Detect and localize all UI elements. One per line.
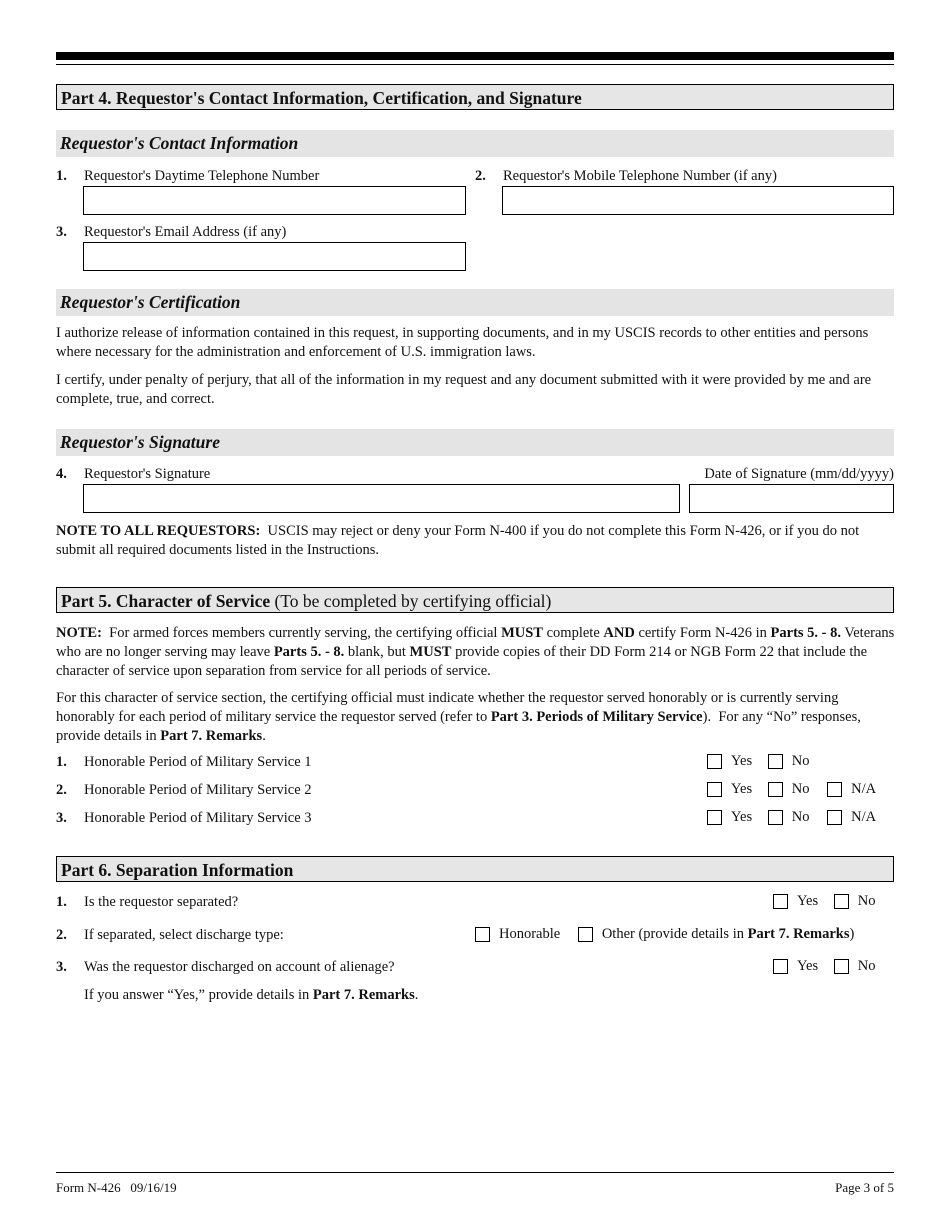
top-rule-thick bbox=[56, 52, 894, 60]
signature-label: Requestor's Signature bbox=[84, 466, 211, 482]
note-b1: NOTE: bbox=[56, 625, 102, 641]
note-b6: MUST bbox=[409, 644, 452, 660]
yes-label: Yes bbox=[731, 781, 753, 797]
para-t3: . bbox=[262, 728, 266, 744]
contact-info-section-title: Requestor's Contact Information bbox=[56, 130, 894, 157]
note-t6: provide copies of their DD Form 214 or NGB Form 22 that include the character of service upon separation from service for all periods of service. bbox=[56, 644, 871, 679]
q3-note-bold: Part 7. Remarks bbox=[312, 987, 415, 1003]
p5-item2-options bbox=[707, 781, 876, 802]
daytime-phone-label: Requestor's Daytime Telephone Number bbox=[84, 168, 320, 184]
p5-item1-no-checkbox[interactable] bbox=[768, 754, 783, 769]
other-end: ) bbox=[849, 926, 855, 942]
p6-q3-note bbox=[84, 987, 418, 1004]
signature-section-title: Requestor's Signature bbox=[56, 429, 894, 456]
para-t2: ). For any “No” responses, provide details in bbox=[56, 709, 865, 744]
p5-item3-no-checkbox[interactable] bbox=[768, 810, 783, 825]
note-t3: certify Form N-426 in bbox=[634, 625, 771, 641]
na-label: N/A bbox=[851, 809, 877, 825]
top-rule-thin bbox=[56, 64, 894, 65]
certification-paragraph-2: I certify, under penalty of perjury, that all of the information in my request and any document submitted with it were provided by me and are complete, true, and correct. bbox=[56, 372, 872, 407]
na-label: N/A bbox=[851, 781, 877, 797]
other-text: Other (provide details in bbox=[601, 926, 748, 942]
p5-item3-label: Honorable Period of Military Service 3 bbox=[84, 810, 312, 826]
note-t4: Veterans who are no longer serving may leave bbox=[56, 625, 898, 660]
other-discharge-checkbox[interactable] bbox=[578, 927, 593, 942]
part4-header-text: Part 4. Requestor's Contact Information, Certification, and Signature bbox=[61, 88, 582, 108]
p5-item3-number: 3. bbox=[56, 810, 67, 826]
certification-section-title: Requestor's Certification bbox=[56, 289, 894, 316]
part5-header bbox=[56, 587, 894, 613]
p5-item3-yes-checkbox[interactable] bbox=[707, 810, 722, 825]
part5-header-bold: Part 5. Character of Service bbox=[61, 591, 271, 611]
no-label: No bbox=[791, 781, 810, 797]
p6-q1-yes-checkbox[interactable] bbox=[773, 894, 788, 909]
yes-label: Yes bbox=[797, 893, 819, 909]
q3-note-text: If you answer “Yes,” provide details in bbox=[84, 987, 313, 1003]
p5-item1-number: 1. bbox=[56, 754, 67, 770]
p5-item2-na-checkbox[interactable] bbox=[827, 782, 842, 797]
p5-item3-na-checkbox[interactable] bbox=[827, 810, 842, 825]
q3-note-end: . bbox=[414, 987, 419, 1003]
footer-page-number: Page 3 of 5 bbox=[835, 1180, 894, 1195]
email-label: Requestor's Email Address (if any) bbox=[84, 224, 287, 240]
p6-q1-label: Is the requestor separated? bbox=[84, 894, 239, 910]
note-b4: Parts 5. - 8. bbox=[770, 625, 841, 641]
p6-q3-label: Was the requestor discharged on account of alienage? bbox=[84, 959, 395, 975]
p6-q3-yes-checkbox[interactable] bbox=[773, 959, 788, 974]
date-of-signature-label: Date of Signature (mm/dd/yyyy) bbox=[704, 466, 894, 482]
other-bold: Part 7. Remarks bbox=[747, 926, 850, 942]
para-b2: Part 7. Remarks bbox=[160, 728, 263, 744]
note-b5: Parts 5. - 8. bbox=[273, 644, 345, 660]
note-t2: complete bbox=[542, 625, 604, 641]
honorable-label: Honorable bbox=[499, 926, 561, 942]
para-t1: For this character of service section, the certifying official must indicate whether the requestor served honorably or is currently serving honorably for each period of military service the requestor served (refer to bbox=[56, 690, 843, 725]
part5-header-rest: (To be completed by certifying official) bbox=[270, 591, 552, 611]
p6-q1-options bbox=[773, 893, 875, 914]
p5-item1-options bbox=[707, 753, 809, 774]
mobile-phone-label: Requestor's Mobile Telephone Number (if any) bbox=[503, 168, 777, 184]
p5-item3-options bbox=[707, 809, 876, 830]
date-of-signature-field[interactable] bbox=[689, 484, 894, 513]
p5-item2-yes-checkbox[interactable] bbox=[707, 782, 722, 797]
note-t1: For armed forces members currently serving, the certifying official bbox=[101, 625, 502, 641]
certification-paragraph-1: I authorize release of information contained in this request, in supporting documents, and in my USCIS records to other entities and persons where necessary for the administration and enforcement of U.S. immigration laws. bbox=[56, 325, 869, 360]
p5-item1-yes-checkbox[interactable] bbox=[707, 754, 722, 769]
note-text: USCIS may reject or deny your Form N-400 if you do not complete this Form N-426, or if you do not submit all required documents listed in the Instructions. bbox=[56, 523, 863, 558]
part5-instructions bbox=[56, 689, 896, 746]
p5-item2-no-checkbox[interactable] bbox=[768, 782, 783, 797]
p5-item1-label: Honorable Period of Military Service 1 bbox=[84, 754, 312, 770]
part6-header-text: Part 6. Separation Information bbox=[61, 860, 294, 880]
part4-header bbox=[56, 84, 894, 110]
p6-q3-number: 3. bbox=[56, 959, 67, 975]
no-label: No bbox=[857, 893, 876, 909]
q3-number: 3. bbox=[56, 224, 67, 240]
yes-label: Yes bbox=[797, 958, 819, 974]
para-b1: Part 3. Periods of Military Service bbox=[490, 709, 703, 725]
note-bold: NOTE TO ALL REQUESTORS: bbox=[56, 523, 261, 539]
p6-q3-no-checkbox[interactable] bbox=[834, 959, 849, 974]
p5-item2-number: 2. bbox=[56, 782, 67, 798]
yes-label: Yes bbox=[731, 809, 753, 825]
mobile-phone-field[interactable] bbox=[502, 186, 894, 215]
q1-number: 1. bbox=[56, 168, 67, 184]
note-b3: AND bbox=[603, 625, 635, 641]
p6-q2-number: 2. bbox=[56, 927, 67, 943]
daytime-phone-field[interactable] bbox=[83, 186, 466, 215]
p6-q1-number: 1. bbox=[56, 894, 67, 910]
part5-note bbox=[56, 624, 896, 681]
note-t5: blank, but bbox=[344, 644, 410, 660]
q2-number: 2. bbox=[475, 168, 486, 184]
footer-form-id: Form N-426 09/16/19 bbox=[56, 1180, 177, 1195]
no-label: No bbox=[791, 809, 810, 825]
signature-field[interactable] bbox=[83, 484, 680, 513]
p6-q1-no-checkbox[interactable] bbox=[834, 894, 849, 909]
no-label: No bbox=[791, 753, 810, 769]
q4-number: 4. bbox=[56, 466, 67, 482]
p6-q2-label: If separated, select discharge type: bbox=[84, 927, 284, 943]
email-field[interactable] bbox=[83, 242, 466, 271]
footer-rule bbox=[56, 1172, 894, 1173]
note-b2: MUST bbox=[501, 625, 543, 641]
yes-label: Yes bbox=[731, 753, 753, 769]
no-label: No bbox=[857, 958, 876, 974]
part6-header bbox=[56, 856, 894, 882]
honorable-checkbox[interactable] bbox=[475, 927, 490, 942]
p6-q2-options bbox=[475, 926, 854, 947]
note-to-requestors bbox=[56, 522, 896, 560]
other-discharge-label bbox=[602, 926, 855, 943]
p6-q3-options bbox=[773, 958, 875, 979]
p5-item2-label: Honorable Period of Military Service 2 bbox=[84, 782, 312, 798]
